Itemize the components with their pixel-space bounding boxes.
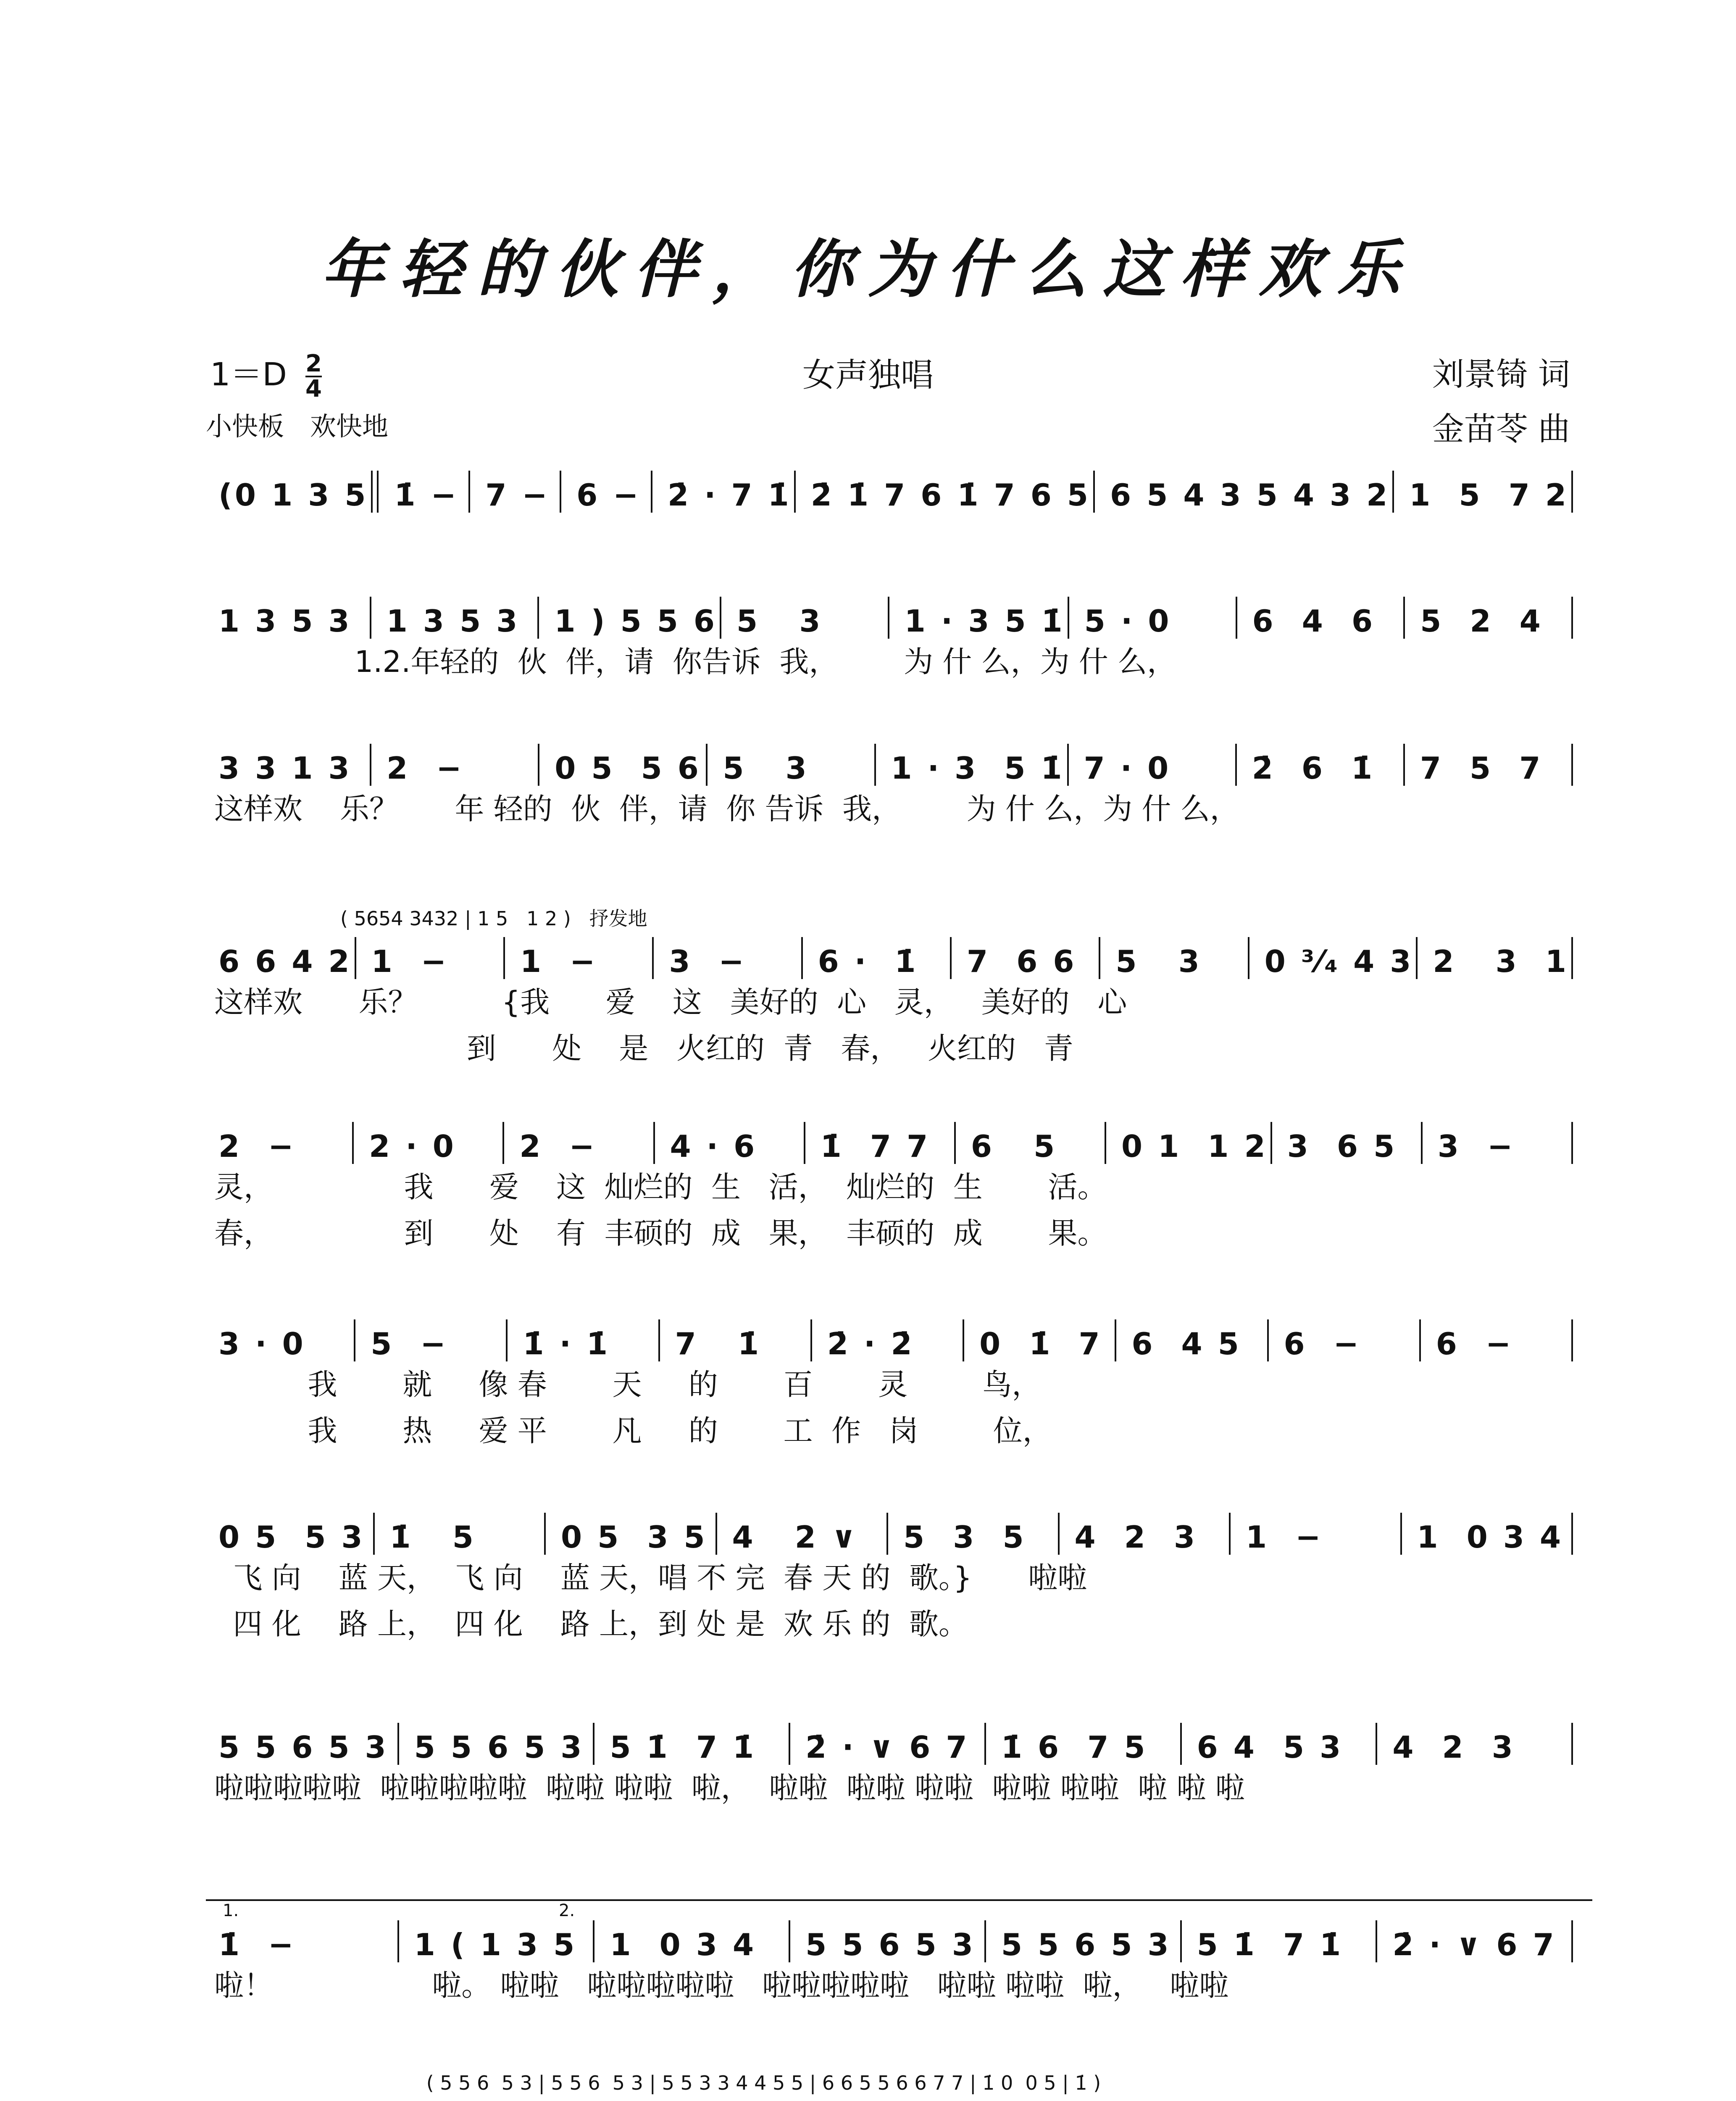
measure: 5 3 <box>736 603 823 639</box>
barline <box>593 1723 594 1765</box>
notation-line <box>206 1509 1576 1555</box>
barline <box>794 471 796 513</box>
barline <box>1058 1513 1060 1555</box>
score-system <box>206 1509 1576 1647</box>
barline <box>1248 937 1249 979</box>
barline <box>468 471 470 513</box>
score-system <box>206 1118 1576 1256</box>
measure: 5 5 6 5 3 <box>414 1730 584 1765</box>
measure: 0 5 3 5 <box>561 1519 708 1555</box>
measure: 4 · 6 <box>670 1129 758 1164</box>
barline <box>1571 1122 1573 1164</box>
barline <box>1571 1920 1573 1962</box>
barline <box>560 471 561 513</box>
measure: 2̇ · 7 1̇ <box>667 477 792 513</box>
barline <box>658 1319 660 1361</box>
measure: (0 1 3 5 <box>218 477 368 513</box>
measure: 3 − <box>1437 1129 1515 1164</box>
barline <box>706 744 708 786</box>
barline <box>1416 937 1418 979</box>
barline <box>651 471 652 513</box>
notation-line <box>206 1118 1576 1164</box>
barline <box>1376 1723 1377 1765</box>
song-title: 年轻的伙伴，你为什么这样欢乐 <box>321 233 1415 306</box>
barline <box>1571 744 1573 786</box>
measure: 6 5 4 3 5 4 3 2 <box>1110 477 1390 513</box>
measure: 5 − <box>371 1326 448 1361</box>
volta-brackets <box>206 1891 1576 1920</box>
score-system <box>206 2072 1576 2101</box>
measure: 7 1̇ <box>675 1326 762 1361</box>
score-system <box>206 1891 1576 2009</box>
performer-label: 女声独唱 <box>802 356 934 394</box>
barline <box>715 1513 717 1555</box>
measure: 1 3 5 3 <box>386 603 520 639</box>
measure: 6 · 1̇ <box>818 944 918 979</box>
barline <box>370 744 371 786</box>
notation-line <box>206 740 1576 786</box>
measure: 1̇ 5 <box>389 1519 476 1555</box>
measure: 2̇ 6 1̇ <box>1252 750 1375 786</box>
barline <box>1267 1319 1269 1361</box>
measure: 1 0 3 4 <box>1417 1519 1564 1555</box>
barline <box>1236 597 1237 639</box>
barline <box>538 744 539 786</box>
barline <box>1571 1723 1573 1765</box>
barline <box>1571 937 1573 979</box>
barline <box>1421 1122 1423 1164</box>
measure: 0 5 5 6 <box>555 750 701 786</box>
barline <box>1571 471 1573 513</box>
notation-line <box>206 1719 1576 1765</box>
measure: 2 3 1 <box>1433 944 1569 979</box>
barline <box>984 1920 986 1962</box>
measure: 1 − <box>371 944 449 979</box>
measure: 1 5 7 2 <box>1409 477 1569 513</box>
measure: 1̇ 7 7 <box>820 1129 931 1164</box>
measure: 0 ³⁄₄ 4 3 <box>1264 944 1414 979</box>
barline <box>1270 1122 1272 1164</box>
barline <box>1068 597 1069 639</box>
composer-credit: 金苗苓 曲 <box>1432 410 1570 448</box>
barline <box>1571 1319 1573 1361</box>
barline <box>373 1513 375 1555</box>
barline <box>888 597 889 639</box>
tempo-marking: 小快板 欢快地 <box>206 411 389 442</box>
measure: 2 − <box>218 1129 296 1164</box>
barline <box>1419 1319 1421 1361</box>
measure: 1 3 5 3 <box>218 603 352 639</box>
notation-line <box>206 592 1576 639</box>
measure: 6 4 6 <box>1252 603 1376 639</box>
lyric-line: 我 就 像 春 天 的 百 灵 鸟， <box>214 1367 1042 1402</box>
barline <box>1571 597 1573 639</box>
barline <box>1067 744 1069 786</box>
measure: 5 3 <box>1115 944 1202 979</box>
measure: 5 1̇ 7 1̇ <box>1197 1927 1344 1962</box>
barline <box>355 937 356 979</box>
barline <box>503 937 505 979</box>
lyric-line: 1.2.年轻的 伙 伴，请 你告诉 我， 为 什 么，为 什 么， <box>214 645 1177 679</box>
meter-top: 2 <box>305 350 322 377</box>
score-system <box>206 466 1576 513</box>
measure: 6 − <box>1436 1326 1514 1361</box>
measure: 3 · 0 <box>218 1326 306 1361</box>
measure: 5 2 4 <box>1420 603 1543 639</box>
barline <box>652 937 654 979</box>
lyric-line: 啦！ 啦。 啦啦 啦啦啦啦啦 啦啦啦啦啦 啦啦 啦啦 啦， 啦啦 <box>214 1968 1229 2003</box>
barline <box>963 1319 964 1361</box>
measure: 5 · 0 <box>1084 603 1172 639</box>
barline <box>1105 1122 1106 1164</box>
barline <box>1099 937 1100 979</box>
lyric-line: 啦啦啦啦啦 啦啦啦啦啦 啦啦 啦啦 啦， 啦啦 啦啦 啦啦 啦啦 啦啦 啦 啦 啦 <box>214 1771 1245 1805</box>
barline <box>984 1723 986 1765</box>
meter-bottom: 4 <box>305 375 322 403</box>
measure: 6 4 5 3 <box>1197 1730 1344 1765</box>
notation-line <box>206 1315 1576 1361</box>
measure: 5 3 <box>723 750 809 786</box>
measure: 1 0 3 4 <box>610 1927 757 1962</box>
measure: 5 5 6 5 3 <box>218 1730 389 1765</box>
measure: 5 3 5 <box>903 1519 1026 1555</box>
barline <box>352 1122 354 1164</box>
first-ending: 1. <box>206 1899 555 1920</box>
measure: 2̇ · 2̇ <box>827 1326 915 1361</box>
measure: 2 − <box>519 1129 597 1164</box>
barline <box>354 1319 355 1361</box>
lyric-line: 这样欢 乐？ {我 爱 这 美好的 心 灵， 美好的 心 <box>214 985 1127 1019</box>
measure: 6 6 4 2 <box>218 944 352 979</box>
barline <box>371 471 373 513</box>
barline <box>1392 471 1394 513</box>
measure: 3 6 5 <box>1287 1129 1397 1164</box>
measure: 1 · 3 5 1̇ <box>904 603 1065 639</box>
lyric-line: 四 化 路 上， 四 化 路 上，到 处 是 欢 乐 的 歌。 <box>214 1607 968 1641</box>
barline <box>1403 744 1405 786</box>
score-system <box>206 1315 1576 1454</box>
measure: 0 5 5 3 <box>218 1519 365 1555</box>
measure: 2̇ · ∨ 6 7 <box>805 1730 970 1765</box>
notation-line <box>206 1916 1576 1962</box>
barline <box>789 1723 790 1765</box>
measure: 1 ) 5 5 6 <box>554 603 718 639</box>
measure: 1 · 3 5 1̇ <box>891 750 1065 786</box>
barline <box>370 597 371 639</box>
barline <box>874 744 876 786</box>
barline <box>397 1920 399 1962</box>
barline <box>801 937 803 979</box>
measure: 2 − <box>387 750 464 786</box>
barline <box>720 597 721 639</box>
measure: 7 6 6 <box>967 944 1077 979</box>
barline <box>1403 597 1405 639</box>
measure: 2̇ 1̇ 7 6 1̇ 7 6 5 <box>810 477 1091 513</box>
barline <box>593 1920 594 1962</box>
measure: 5 5 6 5 3 <box>1001 1927 1171 1962</box>
measure: 5 1̇ 7 1̇ <box>610 1730 757 1765</box>
measure: 7 · 0 <box>1084 750 1171 786</box>
barline <box>1093 471 1095 513</box>
lyric-line: 灵， 我 爱 这 灿烂的 生 活， 灿烂的 生 活。 <box>214 1170 1107 1204</box>
score-system <box>206 740 1576 832</box>
barline <box>537 597 539 639</box>
barline <box>1115 1319 1116 1361</box>
measure: 7 5 7 <box>1420 750 1543 786</box>
key-label: 1＝D <box>210 355 287 393</box>
lyric-line: 飞 向 蓝 天， 飞 向 蓝 天，唱 不 完 春 天 的 歌。} 啦啦 <box>214 1561 1087 1595</box>
score-system <box>206 592 1576 685</box>
lyric-line: 我 热 爱 平 凡 的 工 作 岗 位， <box>214 1414 1052 1448</box>
measure: 7 − <box>485 477 550 513</box>
measure: 1̇ − <box>394 477 459 513</box>
measure: 3 − <box>669 944 747 979</box>
barline <box>1400 1513 1402 1555</box>
measure: 6 5 <box>971 1129 1057 1164</box>
measure: 6 − <box>576 477 641 513</box>
notation-line <box>206 466 1576 513</box>
measure: 3 3 1 3 <box>218 750 352 786</box>
barline <box>653 1122 655 1164</box>
score-system <box>206 1719 1576 1811</box>
measure: 2̇ · ∨ 6 7 <box>1392 1927 1557 1962</box>
barline <box>804 1122 805 1164</box>
barline <box>789 1920 790 1962</box>
measure: 0 1̇ 7 <box>979 1326 1102 1361</box>
barline <box>886 1513 888 1555</box>
lyricist-credit: 刘景锜 词 <box>1432 355 1570 393</box>
measure: 4 2 ∨ <box>732 1519 859 1555</box>
accompaniment-cue: ( 5654 3432 | 1 5 1 2 ) 抒发地 <box>340 907 647 930</box>
measure: 6 − <box>1284 1326 1362 1361</box>
barline <box>810 1319 812 1361</box>
barline <box>1180 1920 1182 1962</box>
lyric-line: 这样欢 乐？ 年 轻的 伙 伴，请 你 告诉 我， 为 什 么，为 什 么， <box>214 792 1239 826</box>
barline <box>1571 1513 1573 1555</box>
second-ending: 2. <box>542 1899 1592 1920</box>
measure: 4 2 3 <box>1392 1730 1515 1765</box>
measure: 2 · 0 <box>369 1129 456 1164</box>
measure: 1̇ 6 7 5 <box>1001 1730 1148 1765</box>
lyric-line: 到 处 是 火红的 青 春， 火红的 青 <box>214 1031 1073 1066</box>
barline <box>954 1122 956 1164</box>
barline <box>950 937 952 979</box>
measure: 1 − <box>1246 1519 1323 1555</box>
lyric-line: 春， 到 处 有 丰硕的 成 果， 丰硕的 成 果。 <box>214 1216 1107 1251</box>
measure: 5 5 6 5 3 <box>805 1927 976 1962</box>
barline <box>1229 1513 1231 1555</box>
barline <box>544 1513 546 1555</box>
measure: 6 4 5 <box>1131 1326 1242 1361</box>
measure: 4 2 3 <box>1074 1519 1198 1555</box>
barline <box>1180 1723 1182 1765</box>
notation-line <box>206 933 1576 979</box>
barline <box>506 1319 508 1361</box>
measure: 1̇ · 1̇ <box>523 1326 610 1361</box>
score-system <box>206 903 1576 1072</box>
barline <box>397 1723 399 1765</box>
measure: 1̇ − <box>218 1927 296 1962</box>
measure: 1 − <box>520 944 598 979</box>
measure: 1 ( 1 3 5 <box>414 1927 577 1962</box>
barline <box>1376 1920 1377 1962</box>
accompaniment-cue: ( 5 5 6 5 3 | 5 5 6 5 3 | 5 5 3 3 4 4 5 5 | 6 6 5 5 6 6 7 7 | 1̇ 0 0 5 | 1̇ ) <box>340 2072 1101 2094</box>
barline <box>502 1122 504 1164</box>
measure: 0 1 1 2 <box>1121 1129 1268 1164</box>
barline <box>1235 744 1237 786</box>
